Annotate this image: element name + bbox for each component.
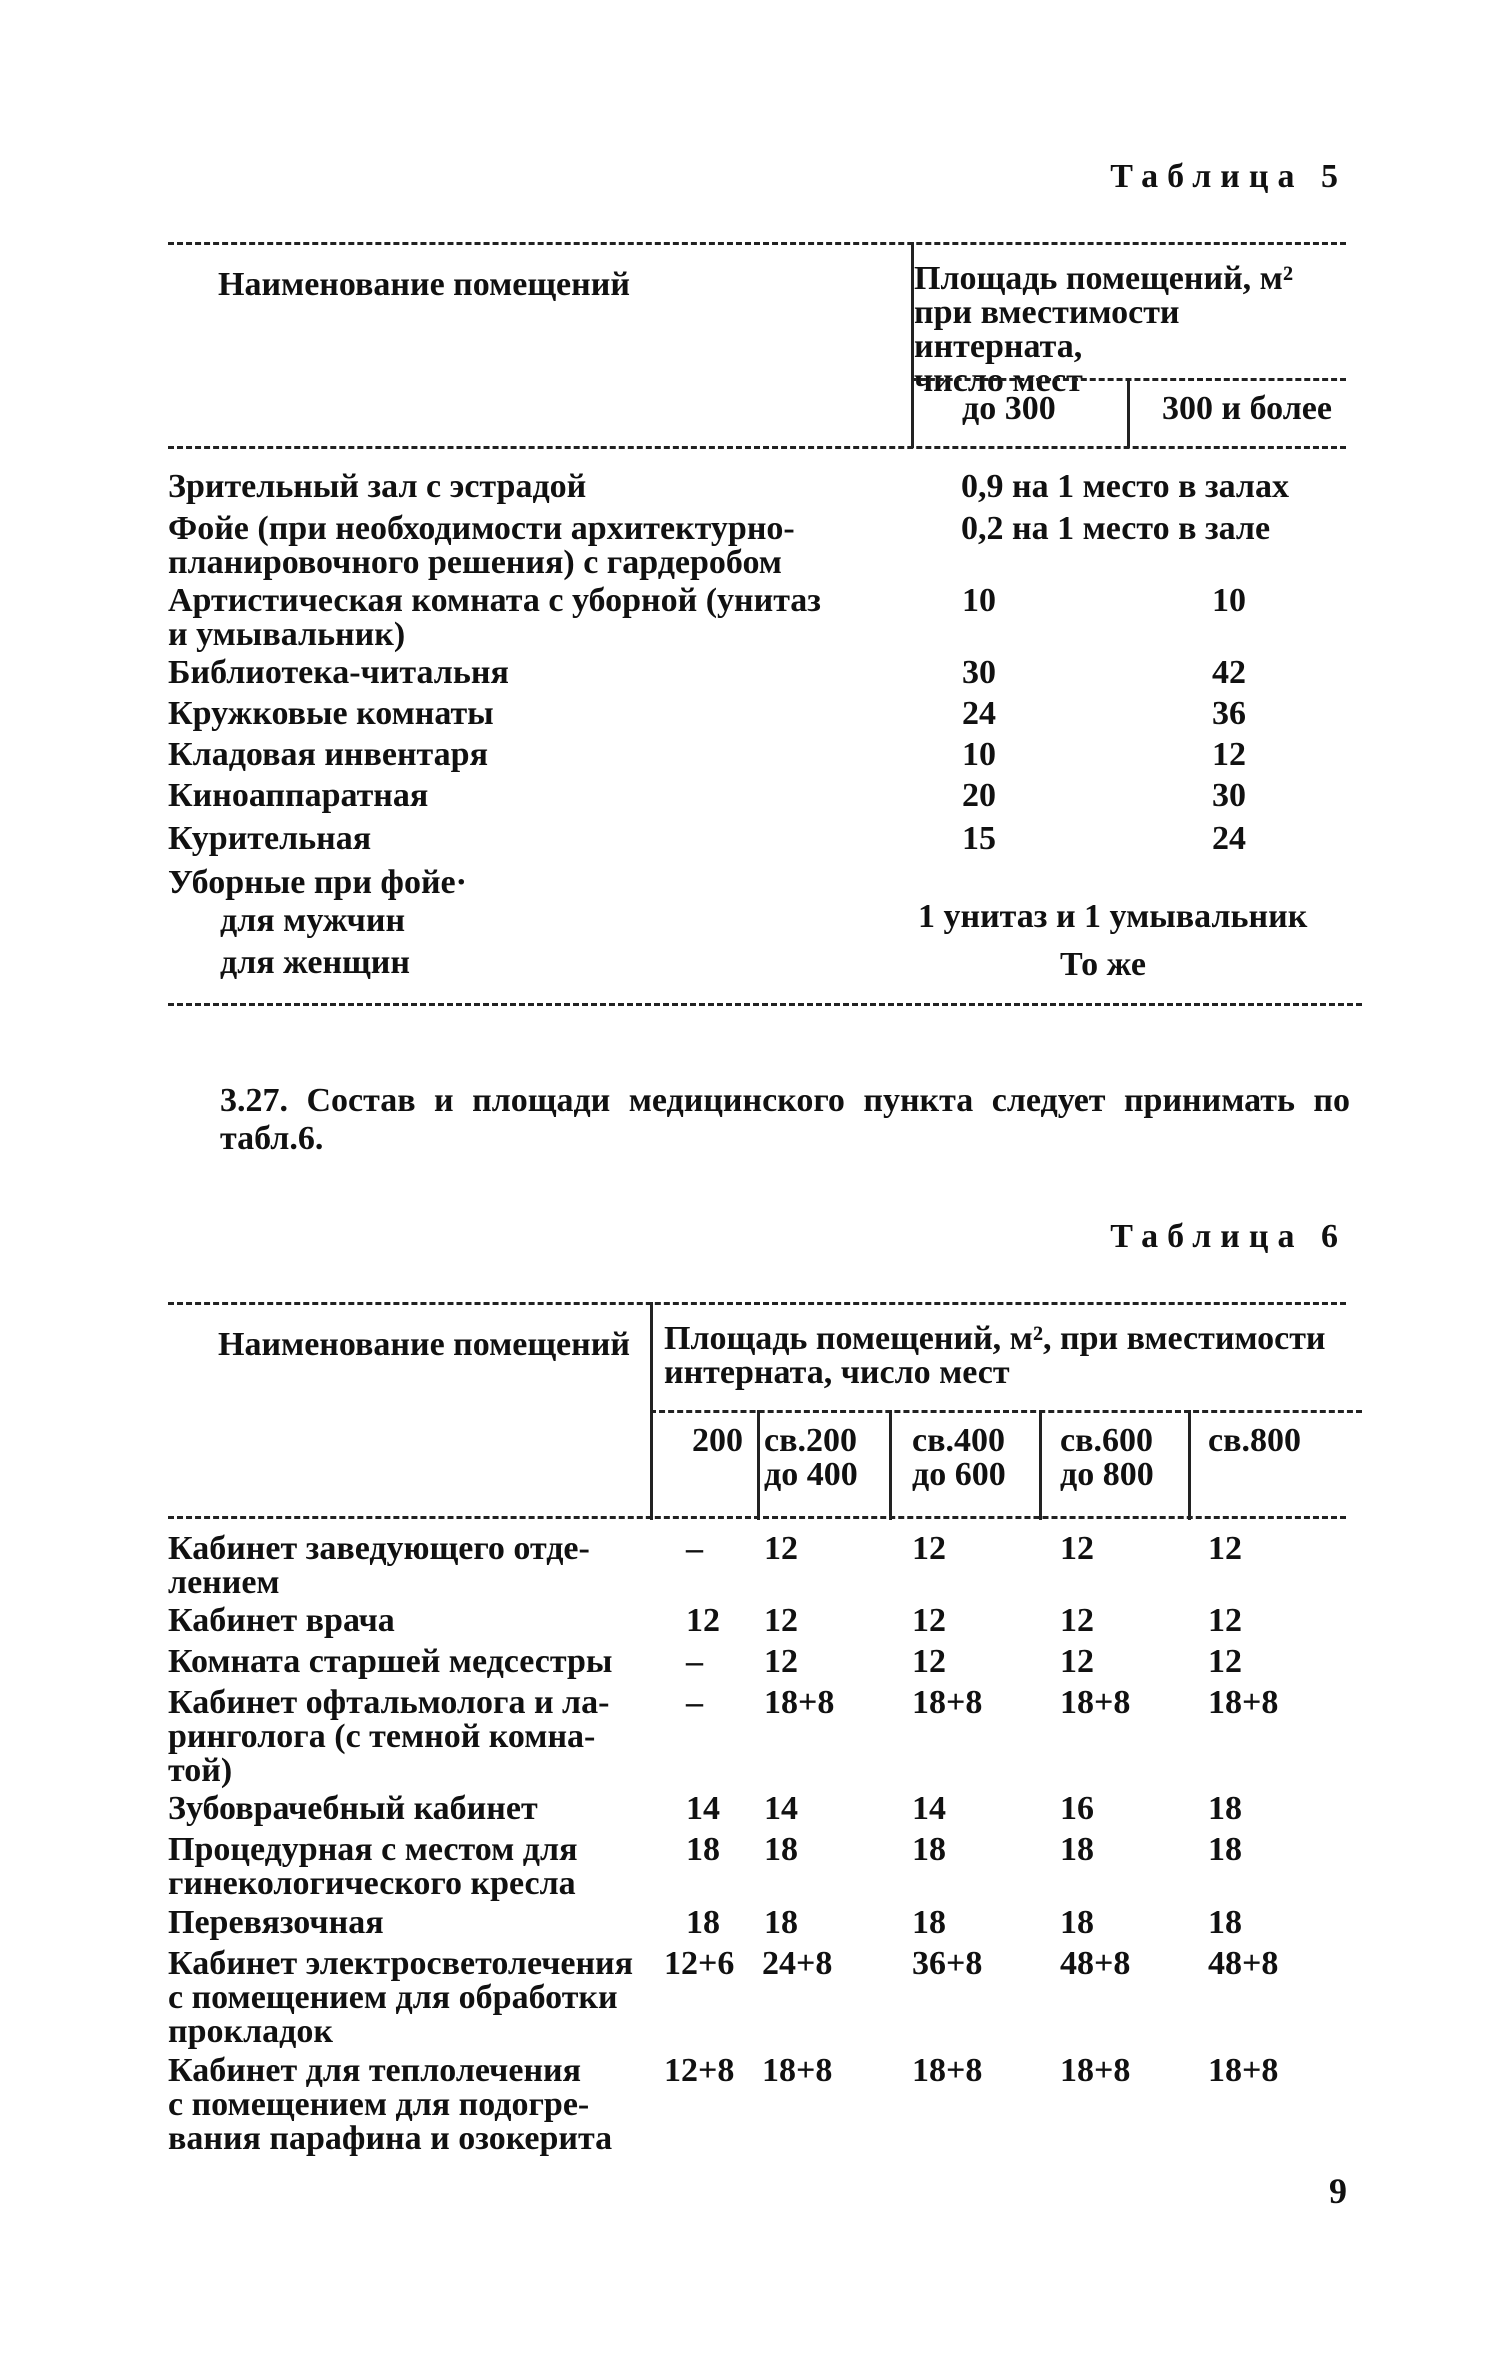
table6-cell: 12 <box>1208 1643 1242 1680</box>
table6-header-bottom-rule <box>168 1516 1346 1519</box>
table6-cell: 12 <box>764 1602 798 1639</box>
table5-row-name: для мужчин <box>220 902 406 939</box>
table5-cell: 20 <box>962 777 996 814</box>
paragraph-3-27: 3.27. Состав и площади медицинского пункта следует принимать по табл.6. <box>220 1082 1350 1157</box>
table5-row-span: 0,2 на 1 место в зале <box>961 510 1271 547</box>
table5-row-name: Артистическая комната с уборной (унитаз и умывальник) <box>168 582 821 653</box>
table6-cell: 12+6 <box>664 1945 735 1982</box>
table5-cell: 10 <box>1212 582 1246 619</box>
table6-cell: – <box>686 1684 703 1721</box>
table6-cell: 48+8 <box>1060 1945 1131 1982</box>
table6-cell: 18+8 <box>1208 2052 1279 2089</box>
table6-cell: 18 <box>764 1904 798 1941</box>
table6-cell: 12+8 <box>664 2052 735 2089</box>
table6-cell: 12 <box>1208 1530 1242 1567</box>
table6-row-name: Кабинет врача <box>168 1602 395 1639</box>
table6-head-name: Наименование помещений <box>218 1326 630 1363</box>
table6-col-divider <box>889 1410 892 1520</box>
table6-cell: 12 <box>1060 1643 1094 1680</box>
table6-col-header: св.400 до 600 <box>912 1422 1006 1493</box>
table6-row-name: Кабинет офтальмолога и ла- ринголога (с темной комна- той) <box>168 1684 610 1789</box>
table5-caption: Таблица 5 <box>1110 158 1347 195</box>
table6-cell: 12 <box>912 1530 946 1567</box>
table6-top-rule <box>168 1302 1346 1305</box>
table6-row-name: Кабинет заведующего отде- лением <box>168 1530 590 1601</box>
table6-caption: Таблица 6 <box>1110 1218 1347 1255</box>
table5-row-name: Библиотека-читальня <box>168 654 509 691</box>
table5-row-name: Курительная <box>168 820 372 857</box>
table5-cell: 30 <box>1212 777 1246 814</box>
table6-cell: 18+8 <box>1060 1684 1131 1721</box>
table6-cell: 36+8 <box>912 1945 983 1982</box>
table6-row-name: Комната старшей медсестры <box>168 1643 613 1680</box>
table6-cell: 18+8 <box>1208 1684 1279 1721</box>
table5-row-span: 1 унитаз и 1 умывальник <box>918 898 1308 935</box>
table6-cell: 18 <box>1208 1790 1242 1827</box>
table5-col-header-2: 300 и более <box>1162 390 1332 427</box>
table6-cell: 18 <box>686 1831 720 1868</box>
table6-cell: 18 <box>912 1831 946 1868</box>
table6-col-header: 200 <box>692 1422 743 1459</box>
table5-row-name: Зрительный зал с эстрадой <box>168 468 587 505</box>
table6-col-divider <box>757 1410 760 1520</box>
table6-cell: 14 <box>912 1790 946 1827</box>
table6-cell: 12 <box>912 1602 946 1639</box>
table5-col-header-1: до 300 <box>962 390 1056 427</box>
table6-cell: 16 <box>1060 1790 1094 1827</box>
table6-cell: 18+8 <box>762 2052 833 2089</box>
table5-cell: 15 <box>962 820 996 857</box>
table6-cell: – <box>686 1530 703 1567</box>
table6-cell: 12 <box>764 1643 798 1680</box>
table5-cell: 24 <box>962 695 996 732</box>
table6-cell: 12 <box>1060 1530 1094 1567</box>
table6-cell: 18+8 <box>764 1684 835 1721</box>
table6-cell: 18 <box>1208 1904 1242 1941</box>
table6-cell: 18 <box>686 1904 720 1941</box>
table5-cell: 42 <box>1212 654 1246 691</box>
table5-cell: 24 <box>1212 820 1246 857</box>
table5-row-name: Уборные при фойе· <box>168 864 467 901</box>
table5-cell: 10 <box>962 736 996 773</box>
table6-cell: 18 <box>1060 1831 1094 1868</box>
table5-head-area: Площадь помещений, м² при вместимости интерната, число мест <box>914 260 1294 399</box>
table5-head-name: Наименование помещений <box>218 266 630 303</box>
table6-row-name: Кабинет для теплолечения с помещением для подогре- вания парафина и озокерита <box>168 2052 613 2157</box>
table6-cell: 18+8 <box>912 2052 983 2089</box>
table6-cell: 12 <box>764 1530 798 1567</box>
table6-cell: – <box>686 1643 703 1680</box>
table5-top-rule <box>168 242 1346 245</box>
table6-row-name: Перевязочная <box>168 1904 384 1941</box>
table6-col-divider <box>1188 1410 1191 1520</box>
table5-cell: 36 <box>1212 695 1246 732</box>
table5-cell: 30 <box>962 654 996 691</box>
table6-col-header: св.200 до 400 <box>764 1422 858 1493</box>
table5-cell: 10 <box>962 582 996 619</box>
table6-cell: 18 <box>764 1831 798 1868</box>
table6-cell: 24+8 <box>762 1945 833 1982</box>
table6-cell: 18 <box>1208 1831 1242 1868</box>
table6-col-header: св.600 до 800 <box>1060 1422 1154 1493</box>
table6-cell: 18+8 <box>1060 2052 1131 2089</box>
table6-head-area: Площадь помещений, м², при вместимости интерната, число мест <box>664 1320 1326 1391</box>
table6-cell: 18+8 <box>912 1684 983 1721</box>
table5-row-name: Кружковые комнаты <box>168 695 494 732</box>
table6-cell: 18 <box>1060 1904 1094 1941</box>
table6-cell: 18 <box>912 1904 946 1941</box>
table5-row-name: для женщин <box>220 944 410 981</box>
table6-row-name: Кабинет электросветолечения с помещением для обработки прокладок <box>168 1945 634 2050</box>
table6-cell: 12 <box>912 1643 946 1680</box>
table6-col-header: св.800 <box>1208 1422 1301 1459</box>
table5-row-span: 0,9 на 1 место в залах <box>961 468 1289 505</box>
table6-cell: 12 <box>1208 1602 1242 1639</box>
table6-cell: 12 <box>1060 1602 1094 1639</box>
table6-row-name: Зубоврачебный кабинет <box>168 1790 538 1827</box>
table6-row-name: Процедурная с местом для гинекологического кресла <box>168 1831 578 1902</box>
table5-bottom-rule <box>168 1003 1362 1006</box>
table6-cell: 14 <box>686 1790 720 1827</box>
table6-cell: 12 <box>686 1602 720 1639</box>
table5-row-name: Фойе (при необходимости архитектурно- планировочного решения) с гардеробом <box>168 510 795 581</box>
table5-row-span: То же <box>1060 946 1146 983</box>
page-number: 9 <box>1329 2171 1347 2211</box>
table5-row-name: Кладовая инвентаря <box>168 736 488 773</box>
table6-cell: 14 <box>764 1790 798 1827</box>
table6-col-divider <box>1039 1410 1042 1520</box>
table6-cell: 48+8 <box>1208 1945 1279 1982</box>
table5-cell: 12 <box>1212 736 1246 773</box>
table5-header-bottom-rule <box>168 446 1346 449</box>
table5-subhead-divider <box>1127 378 1130 448</box>
table5-row-name: Киноаппаратная <box>168 777 429 814</box>
